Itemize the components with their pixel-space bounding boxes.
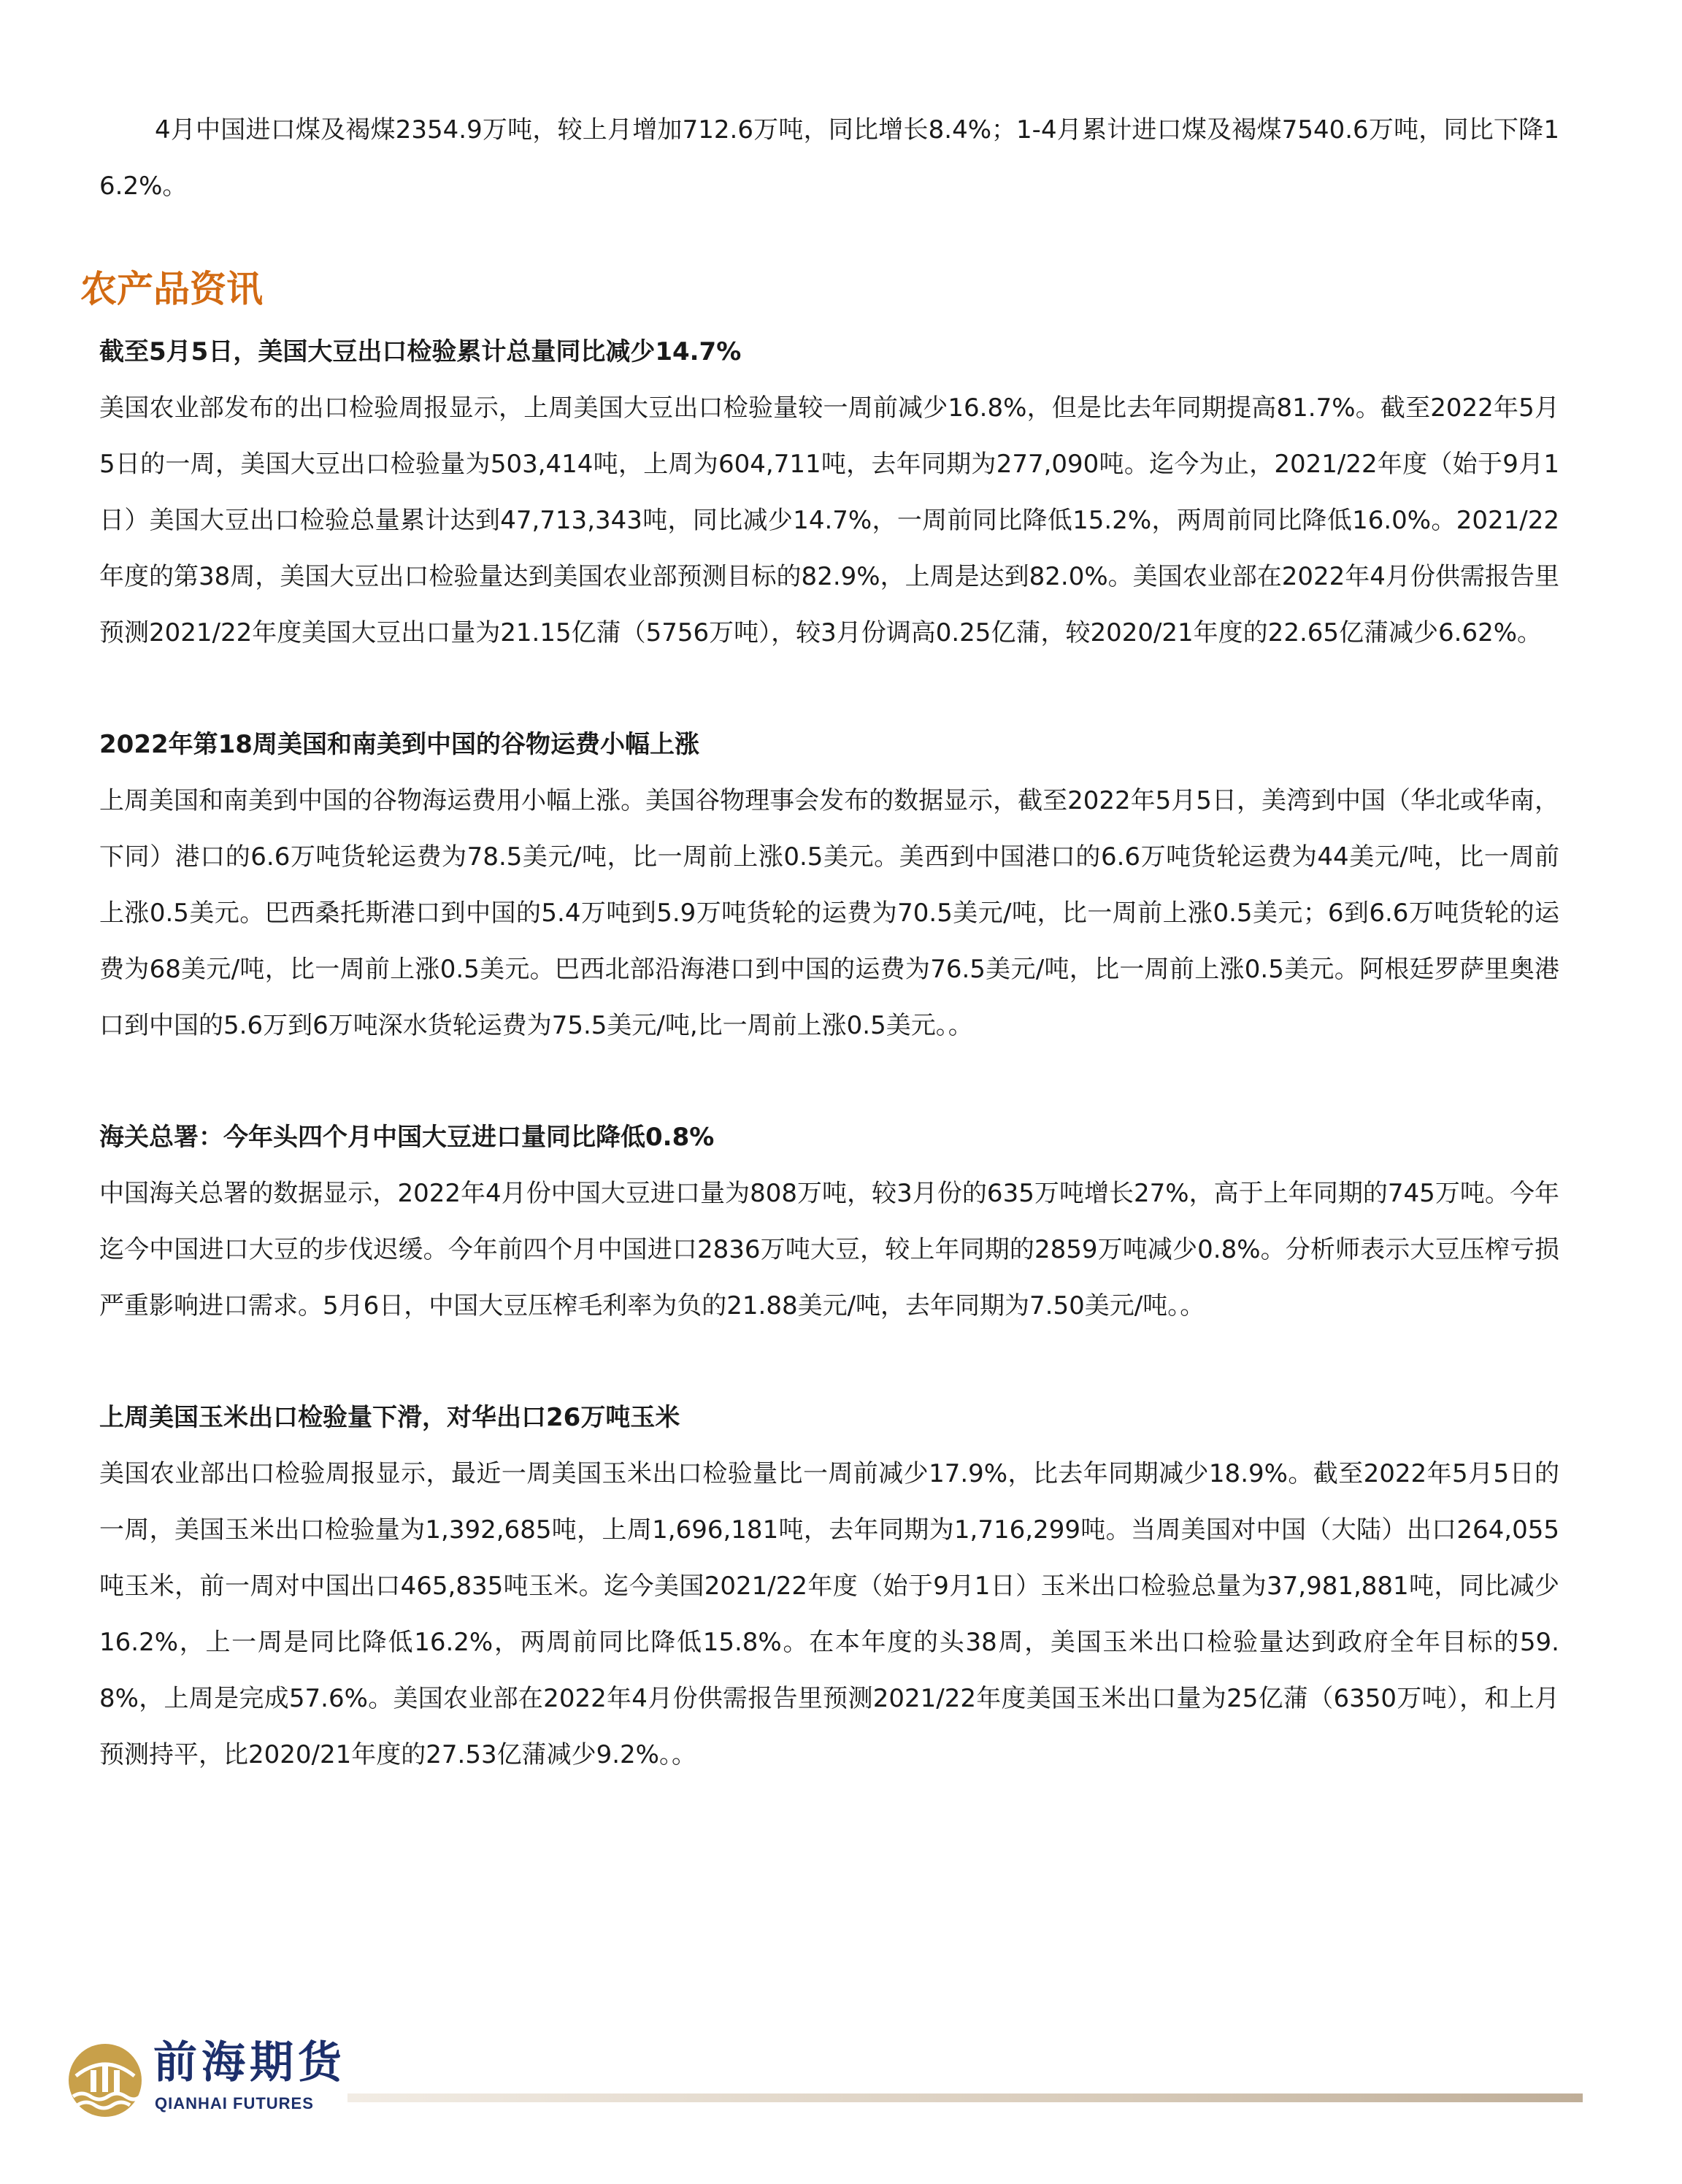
article [99, 1110, 1559, 1334]
footer-divider [347, 2093, 1583, 2102]
article-title: 海关总署：今年头四个月中国大豆进口量同比降低0.8% [99, 1123, 715, 1152]
article-body: 上周美国和南美到中国的谷物海运费用小幅上涨。美国谷物理事会发布的数据显示，截至2022年5月5日，美湾到中国（华北或华南，下同）港口的6.6万吨货轮运费为78.5美元/吨，比一周前上涨0.5美元。美西到中国港口的6.6万吨货轮运费为44美元/吨，比一周前上涨0.5美元。巴西桑托斯港口到中国的5.4万吨到5.9万吨货轮的运费为70.5美元/吨，比一周前上涨0.5美元；6到6.6万吨货轮的运费为68美元/吨，比一周前上涨0.5美元。巴西北部沿海港口到中国的运费为76.5美元/吨，比一周前上涨0.5美元。阿根廷罗萨里奥港口到中国的5.6万到6万吨深水货轮运费为75.5美元/吨,比一周前上涨0.5美元。。 [99, 786, 1559, 1040]
qianhai-logo-icon [64, 2042, 146, 2118]
page-footer [64, 2037, 1583, 2124]
article-body: 美国农业部出口检验周报显示，最近一周美国玉米出口检验量比一周前减少17.9%，比去年同期减少18.9%。截至2022年5月5日的一周，美国玉米出口检验量为1,392,685吨，上周1,696,181吨，去年同期为1,716,299吨。当周美国对中国（大陆）出口264,055吨玉米，前一周对中国出口465,835吨玉米。迄今美国2021/22年度（始于9月1日）玉米出口检验总量为37,981,881吨，同比减少16.2%，上一周是同比降低16.2%，两周前同比降低15.8%。在本年度的头38周，美国玉米出口检验量达到政府全年目标的59.8%，上周是完成57.6%。美国农业部在2022年4月份供需报告里预测2021/22年度美国玉米出口量为25亿蒲（6350万吨），和上月预测持平，比2020/21年度的27.53亿蒲减少9.2%。。 [99, 1459, 1559, 1769]
article [99, 1390, 1559, 1783]
section-title: 农产品资讯 [80, 268, 263, 310]
article [99, 324, 1559, 661]
article-title: 截至5月5日，美国大豆出口检验累计总量同比减少14.7% [99, 337, 742, 366]
article [99, 717, 1559, 1054]
article-title: 上周美国玉米出口检验量下滑，对华出口26万吨玉米 [99, 1403, 680, 1432]
brand-name-en: QIANHAI FUTURES [155, 2094, 314, 2112]
article-body: 美国农业部发布的出口检验周报显示，上周美国大豆出口检验量较一周前减少16.8%，但是比去年同期提高81.7%。截至2022年5月5日的一周，美国大豆出口检验量为503,414吨，上周为604,711吨，去年同期为277,090吨。迄今为止，2021/22年度（始于9月1日）美国大豆出口检验总量累计达到47,713,343吨，同比减少14.7%，一周前同比降低15.2%，两周前同比降低16.0%。2021/22年度的第38周，美国大豆出口检验量达到美国农业部预测目标的82.9%，上周是达到82.0%。美国农业部在2022年4月份供需报告里预测2021/22年度美国大豆出口量为21.15亿蒲（5756万吨），较3月份调高0.25亿蒲，较2020/21年度的22.65亿蒲减少6.62%。 [99, 393, 1559, 647]
brand-name-cn: 前海期货 [153, 2037, 346, 2088]
article-body: 中国海关总署的数据显示，2022年4月份中国大豆进口量为808万吨，较3月份的635万吨增长27%，高于上年同期的745万吨。今年迄今中国进口大豆的步伐迟缓。今年前四个月中国进口2836万吨大豆，较上年同期的2859万吨减少0.8%。分析师表示大豆压榨亏损严重影响进口需求。5月6日，中国大豆压榨毛利率为负的21.88美元/吨，去年同期为7.50美元/吨。。 [99, 1179, 1559, 1320]
intro-paragraph: 4月中国进口煤及褐煤2354.9万吨，较上月增加712.6万吨，同比增长8.4%；1-4月累计进口煤及褐煤7540.6万吨，同比下降16.2%。 [99, 115, 1559, 201]
document-content [80, 102, 1559, 1839]
article-title: 2022年第18周美国和南美到中国的谷物运费小幅上涨 [99, 730, 699, 759]
